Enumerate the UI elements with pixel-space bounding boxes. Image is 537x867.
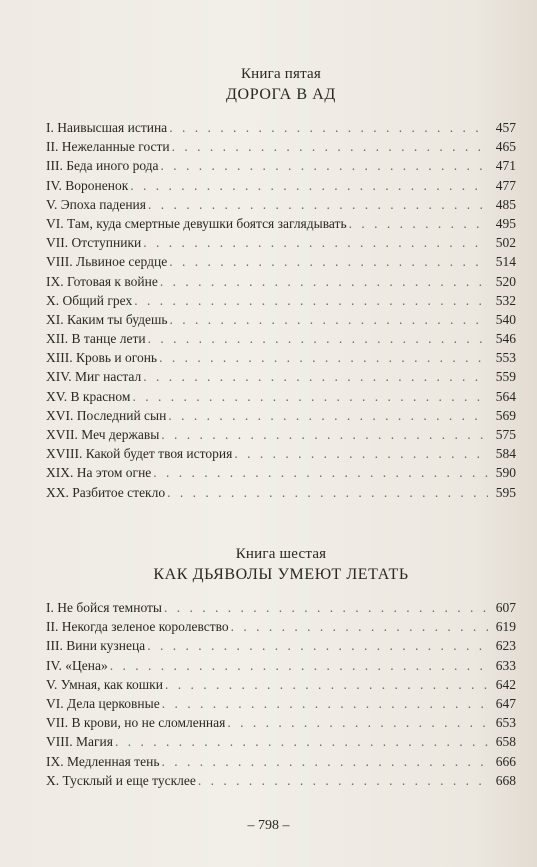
dot-leader [198,771,488,790]
dot-leader [130,176,488,195]
toc-entry [46,195,516,214]
dot-leader [234,444,488,463]
toc-entry [46,598,516,617]
chapter-page-number: 666 [495,753,516,769]
chapter-page-number: 514 [495,254,516,270]
chapter-title: VII. Отступники [46,235,142,251]
chapter-title: V. Эпоха падения [46,196,146,212]
chapter-title: VI. Дела церковные [46,695,160,711]
dot-leader [231,617,488,636]
chapter-title: XIX. На этом огне [46,465,152,481]
toc-entry [46,137,516,156]
dot-leader [160,272,488,291]
toc-entry [46,617,516,636]
chapter-title: IV. «Цена» [46,657,108,673]
chapter-page-number: 495 [495,215,516,231]
chapter-page-number: 653 [495,715,516,731]
chapter-page-number: 668 [495,772,516,788]
dot-leader [167,483,488,502]
dot-leader [153,463,488,482]
chapter-page-number: 532 [495,292,516,308]
toc-entry [46,771,516,790]
dot-leader [164,598,488,617]
toc-entry [46,444,516,463]
chapter-title: III. Вини кузнеца [46,638,146,654]
chapter-page-number: 457 [495,120,516,135]
toc-entry [46,463,516,482]
dot-leader [143,233,488,252]
dot-leader [161,156,488,175]
toc-entry [46,310,516,329]
book-label: Книга шестая [235,546,327,562]
chapter-page-number: 546 [495,331,516,347]
chapter-page-number: 584 [495,446,516,462]
chapter-page-number: 575 [495,427,516,442]
toc-entry [46,291,516,310]
toc-entry [46,272,516,291]
dot-leader [134,291,488,310]
toc-entry [46,406,516,425]
chapter-page-number: 485 [495,196,516,212]
chapter-title: VIII. Магия [46,734,113,750]
chapter-page-number: 642 [495,676,516,692]
book-five-section [46,65,516,502]
table-of-contents [46,598,516,790]
dot-leader [159,348,488,367]
chapter-title: XIII. Кровь и огонь [46,350,158,366]
chapter-title: VI. Там, куда смертные девушки боятся заглядывать [46,215,347,231]
chapter-page-number: 647 [495,695,516,711]
chapter-title: XVIII. Какой будет твоя история [46,446,233,462]
chapter-page-number: 553 [495,350,516,366]
toc-entry [46,367,516,386]
chapter-page-number: 502 [495,235,516,251]
chapter-title: II. Нежеланные гости [46,139,170,155]
chapter-page-number: 658 [495,734,516,750]
chapter-title: XVI. Последний сын [46,407,167,423]
chapter-page-number: 520 [495,273,516,289]
chapter-page-number: 559 [495,369,516,385]
toc-entry [46,656,516,675]
dot-leader [349,214,488,233]
chapter-title: V. Умная, как кошки [46,676,163,692]
toc-entry [46,252,516,271]
chapter-page-number: 623 [495,638,516,654]
chapter-page-number: 540 [495,311,516,327]
chapter-title: XX. Разбитое стекло [46,484,166,500]
chapter-title: XIV. Миг настал [46,369,142,385]
chapter-page-number: 471 [495,158,516,174]
chapter-page-number: 465 [495,139,516,155]
toc-entry [46,675,516,694]
chapter-page-number: 564 [495,388,516,404]
dot-leader [161,425,488,444]
chapter-title: X. Тусклый и еще тусклее [46,772,196,788]
dot-leader [162,752,488,771]
chapter-page-number: 633 [495,657,516,673]
toc-entry [46,732,516,751]
dot-leader [115,732,488,751]
chapter-page-number: 595 [495,484,516,500]
chapter-title: XV. В красном [46,388,131,404]
chapter-page-number: 477 [495,177,516,193]
chapter-page-number: 590 [495,465,516,481]
dot-leader [143,367,488,386]
toc-entry [46,176,516,195]
chapter-title: VIII. Львиное сердце [46,254,168,270]
dot-leader [147,636,488,655]
toc-entry [46,425,516,444]
chapter-title: XII. В танце лети [46,331,146,347]
toc-entry [46,348,516,367]
book-label: Книга пятая [240,66,322,82]
chapter-title: I. Не бойся темноты [46,600,162,615]
dot-leader [227,713,488,732]
chapter-title: XI. Каким ты будешь [46,311,168,327]
dot-leader [162,694,488,713]
chapter-title: IV. Вороненок [46,177,129,193]
chapter-title: III. Беда иного рода [46,158,159,174]
toc-entry [46,156,516,175]
chapter-title: II. Некогда зеленое королевство [46,619,229,635]
dot-leader [110,656,488,675]
toc-entry [46,483,516,502]
dot-leader [169,252,488,271]
table-of-contents [46,118,516,502]
chapter-page-number: 607 [495,600,516,615]
toc-entry [46,713,516,732]
dot-leader [132,387,488,406]
chapter-page-number: 569 [495,407,516,423]
chapter-title: XVII. Меч державы [46,427,160,442]
book-title: КАК ДЬЯВОЛЫ УМЕЮТ ЛЕТАТЬ [153,566,409,583]
dot-leader [168,406,488,425]
toc-entry [46,636,516,655]
book-title: ДОРОГА В АД [226,86,336,103]
dot-leader [169,118,488,137]
dot-leader [165,675,488,694]
dot-leader [170,310,488,329]
chapter-title: I. Наивысшая истина [46,120,168,135]
dot-leader [172,137,488,156]
toc-entry [46,694,516,713]
dot-leader [148,329,488,348]
chapter-title: VII. В крови, но не сломленная [46,715,226,731]
book-six-section [46,545,516,790]
toc-entry [46,329,516,348]
chapter-title: IX. Готовая к войне [46,273,158,289]
toc-entry [46,214,516,233]
page-number: – 798 – [247,818,290,833]
toc-entry [46,752,516,771]
toc-entry [46,233,516,252]
toc-entry [46,387,516,406]
chapter-page-number: 619 [495,619,516,635]
chapter-title: IX. Медленная тень [46,753,160,769]
dot-leader [148,195,488,214]
toc-entry [46,118,516,137]
chapter-title: X. Общий грех [46,292,133,308]
